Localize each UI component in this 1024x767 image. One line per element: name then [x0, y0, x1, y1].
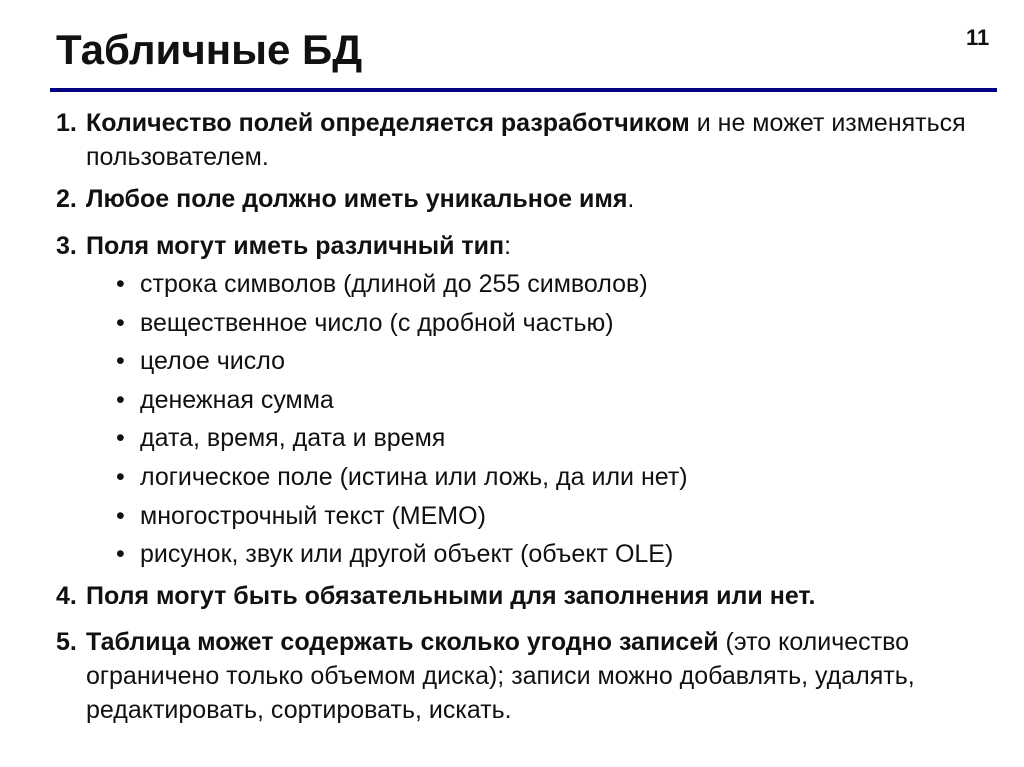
- bullet-icon: •: [116, 308, 125, 337]
- field-type-label: целое число: [140, 347, 285, 376]
- item-number: 4.: [56, 582, 77, 611]
- field-type-item: [116, 383, 996, 417]
- bullet-icon: •: [116, 347, 125, 376]
- field-type-label: рисунок, звук или другой объект (объект OLE): [140, 540, 674, 569]
- bullet-icon: •: [116, 385, 125, 414]
- field-type-label: денежная сумма: [140, 385, 334, 414]
- list-item-5: [56, 625, 996, 727]
- item-number: 5.: [56, 628, 77, 657]
- field-type-item: [116, 421, 996, 455]
- field-type-label: логическое поле (истина или ложь, да или нет): [140, 462, 688, 491]
- field-type-item: [116, 460, 996, 494]
- title-divider: [50, 88, 997, 92]
- bullet-icon: •: [116, 270, 125, 298]
- item-number: 3.: [56, 232, 77, 260]
- item-lead-text: Поля могут иметь различный тип: [86, 232, 505, 260]
- bullet-icon: •: [116, 501, 125, 530]
- bullet-icon: •: [116, 424, 125, 453]
- field-type-label: строка символов (длиной до 255 символов): [140, 270, 648, 298]
- slide-content: [56, 106, 996, 735]
- item-rest-text: и не может изменяться пользователем.: [86, 109, 966, 171]
- bullet-icon: •: [116, 462, 125, 491]
- item-lead-text: Таблица может содержать сколько угодно записей: [86, 628, 719, 657]
- item-rest-text: (это количество ограничено только объемом диска); записи можно добавлять, удалять, редактировать, сортировать, искать.: [86, 628, 915, 725]
- field-type-label: дата, время, дата и время: [140, 424, 446, 453]
- item-number: 1.: [56, 109, 77, 137]
- page-number: 11: [966, 25, 990, 50]
- item-number: 2.: [56, 185, 77, 213]
- list-item-2: [56, 182, 996, 216]
- field-type-item: [116, 344, 996, 378]
- field-type-item: [116, 537, 996, 571]
- field-type-list: [86, 267, 996, 571]
- item-rest-text: .: [627, 185, 635, 213]
- field-type-label: многострочный текст (МЕМО): [140, 501, 486, 530]
- list-item-3: [56, 229, 996, 571]
- list-item-4: [56, 579, 996, 613]
- list-item-1: [56, 106, 996, 174]
- item-lead-text: Любое поле должно иметь уникальное имя: [86, 185, 628, 213]
- field-type-item: [116, 499, 996, 533]
- field-type-item: [116, 306, 996, 340]
- bullet-icon: •: [116, 540, 125, 569]
- item-lead-text: Поля могут быть обязательными для заполнения или нет.: [86, 582, 816, 611]
- field-type-label: вещественное число (с дробной частью): [140, 308, 614, 337]
- item-lead-text: Количество полей определяется разработчиком: [86, 109, 690, 137]
- item-rest-text: :: [504, 232, 512, 260]
- slide-title: Табличные БД: [56, 26, 363, 73]
- field-type-item: [116, 267, 996, 301]
